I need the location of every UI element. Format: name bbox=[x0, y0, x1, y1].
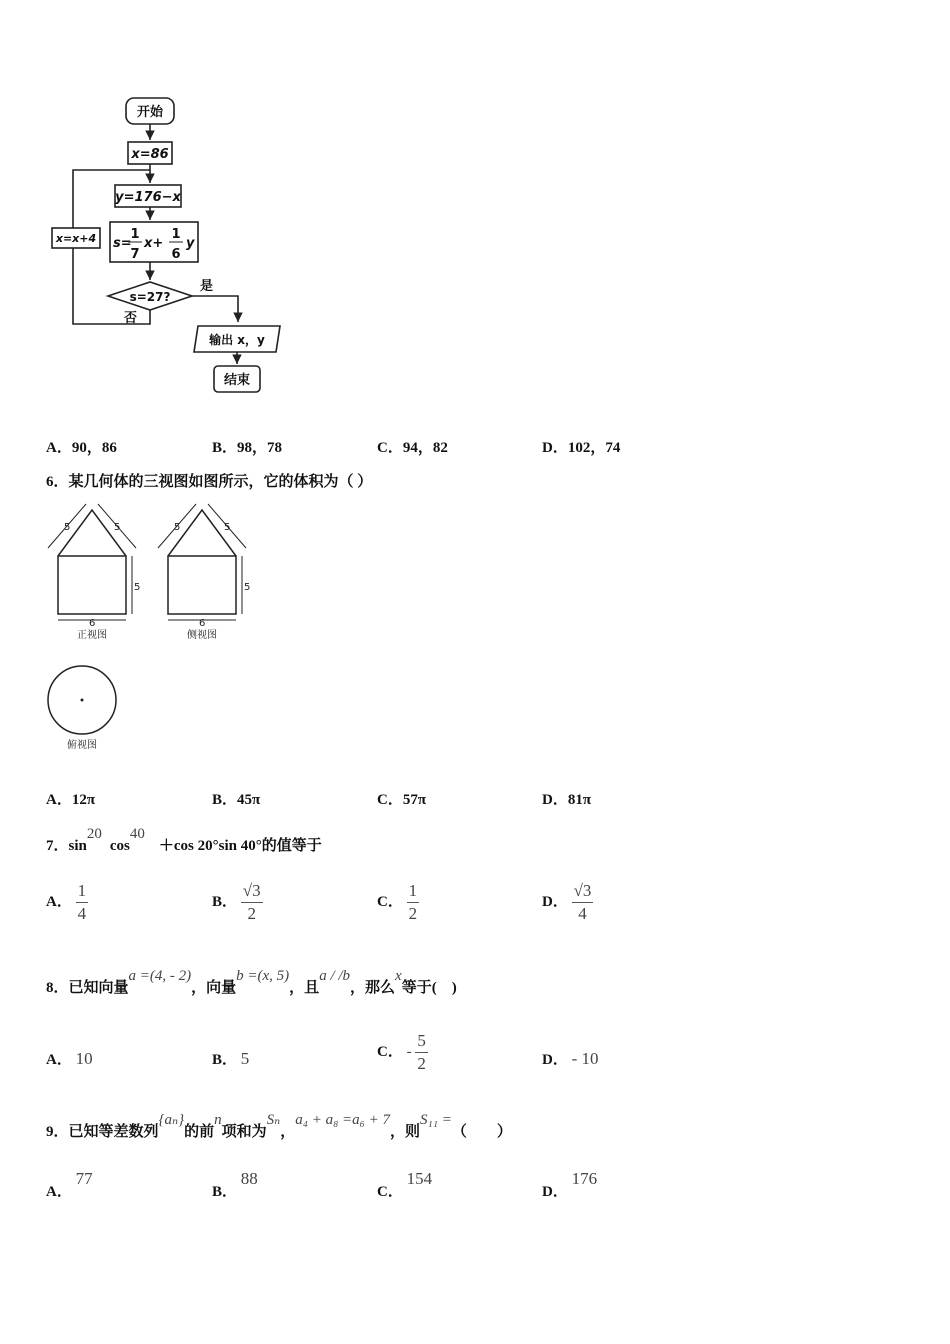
q6-option-c[interactable]: C．57π bbox=[377, 792, 427, 808]
loop-text: x=x+4 bbox=[55, 232, 97, 245]
q5-option-a[interactable]: A．90，86 bbox=[46, 440, 117, 456]
q8-option-d[interactable]: D． - 10 bbox=[542, 1049, 599, 1068]
front-slant-right: 5 bbox=[114, 522, 121, 533]
q9-option-d[interactable]: D． 176 bbox=[542, 1169, 598, 1200]
q6-stem: 6．某几何体的三视图如图所示，它的体积为（ ） bbox=[46, 474, 373, 490]
q7-option-d[interactable]: D． $\frac{√3}{4}$ bbox=[542, 881, 592, 923]
frac-a-num: 1 bbox=[130, 227, 140, 242]
q9-stem: 9．已知等差数列{aₙ}的前n项和为Sₙ，a₄ + a₈ =a₆ + 7，则S₁₁ =（ ） bbox=[46, 1112, 512, 1140]
q8-option-b[interactable]: B． 5 bbox=[212, 1049, 250, 1068]
q7-stem: 7．sin20cos40＋cos 20°sin 40°的值等于 bbox=[46, 826, 322, 854]
q6-option-d[interactable]: D．81π bbox=[542, 792, 592, 808]
three-view-figure bbox=[40, 500, 280, 760]
q7-options bbox=[46, 880, 746, 936]
side-view-roof bbox=[168, 510, 236, 556]
q8-stem: 8．已知向量a =(4, - 2)，向量b =(x, 5)，且a / /b，那么x等于( ) bbox=[46, 968, 457, 996]
side-view-rect bbox=[168, 556, 236, 614]
q5-option-d[interactable]: D．102，74 bbox=[542, 440, 621, 456]
s-x: x+ bbox=[144, 236, 164, 251]
q8-option-a[interactable]: A． 10 bbox=[46, 1049, 93, 1068]
q7-option-a[interactable]: A． $\frac{1}{4}$ bbox=[46, 881, 87, 923]
q9-options bbox=[46, 1170, 746, 1210]
side-width: 6 bbox=[199, 618, 206, 629]
end-text: 结束 bbox=[223, 373, 251, 388]
q7-option-b[interactable]: B． $\frac{√3}{2}$ bbox=[212, 881, 261, 923]
output-text: 输出 x，y bbox=[209, 333, 265, 347]
q9-option-c[interactable]: C． 154 bbox=[377, 1169, 433, 1200]
no-label: 否 bbox=[124, 311, 138, 326]
frac-b-num: 1 bbox=[171, 227, 181, 242]
front-slant-left: 5 bbox=[64, 522, 71, 533]
flowchart bbox=[40, 90, 300, 400]
front-view-rect bbox=[58, 556, 126, 614]
front-height: 5 bbox=[134, 582, 141, 593]
start-text: 开始 bbox=[136, 105, 164, 120]
q7-option-c[interactable]: C． $\frac{1}{2}$ bbox=[377, 881, 418, 923]
q8-options bbox=[46, 1030, 746, 1080]
q5-option-c[interactable]: C．94，82 bbox=[377, 440, 448, 456]
yes-label: 是 bbox=[200, 279, 214, 294]
top-label: 俯视图 bbox=[67, 740, 97, 751]
frac-b-den: 6 bbox=[171, 247, 181, 262]
q9-option-a[interactable]: A． 77 bbox=[46, 1169, 93, 1200]
q6-options bbox=[46, 788, 746, 828]
side-slant-left: 5 bbox=[174, 522, 181, 533]
side-label: 侧视图 bbox=[187, 630, 217, 641]
y-text: y=176−x bbox=[115, 190, 181, 205]
q8-option-c[interactable]: C． - $\frac{5}{2}$ bbox=[377, 1031, 426, 1073]
s-prefix: s= bbox=[113, 236, 132, 251]
init-text: x=86 bbox=[131, 147, 169, 162]
decision-text: s=27? bbox=[129, 290, 171, 304]
front-width: 6 bbox=[89, 618, 96, 629]
frac-a-den: 7 bbox=[130, 247, 140, 262]
q6-option-b[interactable]: B．45π bbox=[212, 792, 261, 808]
q6-option-a[interactable]: A．12π bbox=[46, 792, 96, 808]
s-y: y bbox=[186, 236, 195, 251]
front-label: 正视图 bbox=[77, 630, 107, 641]
q9-option-b[interactable]: B． 88 bbox=[212, 1169, 258, 1200]
side-height: 5 bbox=[244, 582, 251, 593]
side-slant-right: 5 bbox=[224, 522, 231, 533]
front-view-roof bbox=[58, 510, 126, 556]
q5-option-b[interactable]: B．98，78 bbox=[212, 440, 283, 456]
